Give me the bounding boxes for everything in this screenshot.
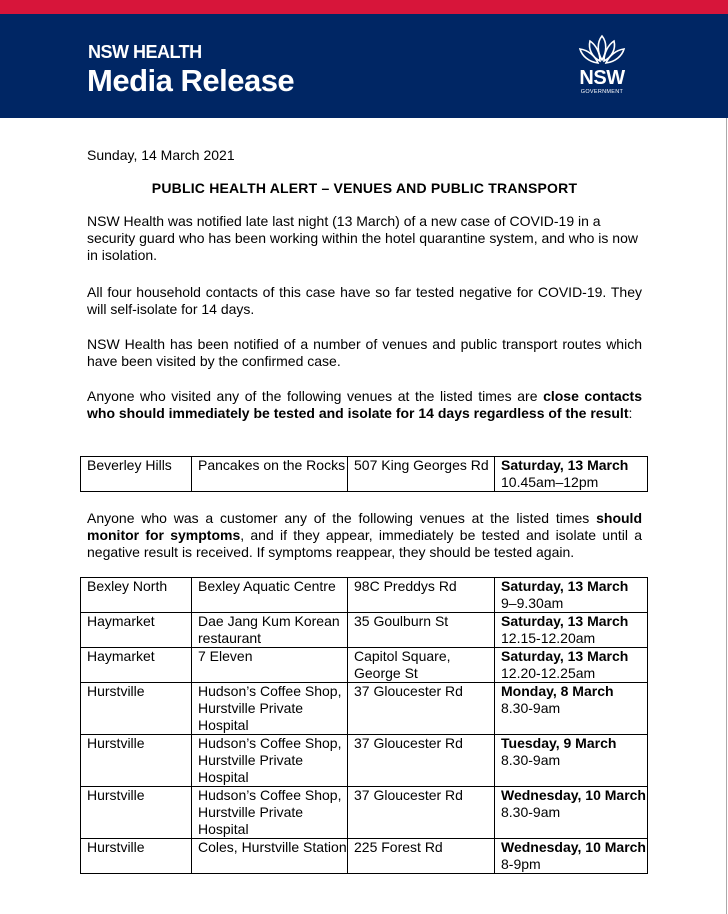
paragraph-3: NSW Health has been notified of a number of venues and public transport routes which have been visited by the confirmed case. — [87, 336, 642, 369]
time-text: 8.30-9am — [501, 804, 561, 820]
release-title: PUBLIC HEALTH ALERT – VENUES AND PUBLIC TRANSPORT — [151, 180, 578, 196]
venue-cell: Bexley Aquatic Centre — [192, 578, 348, 613]
release-type: Media Release — [87, 63, 295, 98]
address-cell: 98C Preddys Rd — [348, 578, 495, 613]
venue-cell: Hudson’s Coffee Shop, Hurstville Private Hospital — [192, 735, 348, 787]
suburb-cell: Hurstville — [81, 683, 192, 735]
venue-cell: Hudson’s Coffee Shop, Hurstville Private Hospital — [192, 683, 348, 735]
suburb-cell: Beverley Hills — [81, 457, 192, 492]
day-text: Wednesday, 10 March — [501, 839, 646, 855]
logo-subtext: GOVERNMENT — [580, 89, 624, 95]
time-text: 8.30-9am — [501, 752, 561, 768]
datetime-cell — [495, 457, 648, 492]
day-text: Saturday, 13 March — [501, 648, 629, 664]
day-text: Saturday, 13 March — [501, 613, 629, 629]
address-cell: 37 Gloucester Rd — [348, 683, 495, 735]
table-row — [81, 457, 648, 492]
suburb-cell: Hurstville — [81, 787, 192, 839]
address-cell: 37 Gloucester Rd — [348, 787, 495, 839]
address-cell: 225 Forest Rd — [348, 839, 495, 874]
datetime-cell — [495, 787, 648, 839]
venue-cell: Hudson’s Coffee Shop, Hurstville Private Hospital — [192, 787, 348, 839]
address-cell: 35 Goulburn St — [348, 613, 495, 648]
datetime-cell — [495, 735, 648, 787]
venue-cell: Pancakes on the Rocks — [192, 457, 348, 492]
paragraph-2: All four household contacts of this case have so far tested negative for COVID-19. They will self-isolate for 14 days. — [87, 284, 642, 317]
venue-cell: 7 Eleven — [192, 648, 348, 683]
table-row — [81, 648, 648, 683]
address-cell: 507 King Georges Rd — [348, 457, 495, 492]
day-text: Monday, 8 March — [501, 683, 614, 699]
table-row — [81, 683, 648, 735]
datetime-cell — [495, 683, 648, 735]
day-text: Tuesday, 9 March — [501, 735, 617, 751]
time-text: 9–9.30am — [501, 595, 564, 611]
close-contacts-table — [80, 456, 648, 492]
table-row — [81, 787, 648, 839]
monitor-venues-table — [80, 577, 648, 874]
paragraph-4: Anyone who visited any of the following venues at the listed times are close contacts who should immediately be tested and isolate for 14 days regardless of the result: — [87, 388, 643, 421]
address-cell: 37 Gloucester Rd — [348, 735, 495, 787]
datetime-cell — [495, 613, 648, 648]
time-text: 8-9pm — [501, 856, 541, 872]
venue-cell: Coles, Hurstville Station — [192, 839, 348, 874]
release-date: Sunday, 14 March 2021 — [87, 147, 235, 163]
org-name: NSW HEALTH — [88, 42, 202, 62]
paragraph-1: NSW Health was notified late last night (13 March) of a new case of COVID-19 in a security guard who has been working within the hotel quarantine system, and who is now in isolation. — [87, 213, 638, 263]
table-row — [81, 613, 648, 648]
time-text: 10.45am–12pm — [501, 474, 599, 490]
time-text: 8.30-9am — [501, 700, 561, 716]
page-edge — [726, 118, 727, 914]
paragraph-5: Anyone who was a customer any of the following venues at the listed times should monitor for symptoms, and if they appear, immediately be tested and isolate until a negative result is received. If symptoms reappear, they should be tested again. — [87, 510, 642, 560]
suburb-cell: Haymarket — [81, 648, 192, 683]
venue-cell: Dae Jang Kum Korean restaurant — [192, 613, 348, 648]
table-row — [81, 839, 648, 874]
top-accent-bar — [0, 0, 728, 14]
day-text: Saturday, 13 March — [501, 457, 629, 473]
table-row — [81, 578, 648, 613]
suburb-cell: Hurstville — [81, 735, 192, 787]
day-text: Wednesday, 10 March — [501, 787, 646, 803]
suburb-cell: Haymarket — [81, 613, 192, 648]
logo-wordmark: NSW — [579, 67, 625, 89]
time-text: 12.20-12.25am — [501, 665, 596, 681]
datetime-cell — [495, 839, 648, 874]
day-text: Saturday, 13 March — [501, 578, 629, 594]
suburb-cell: Hurstville — [81, 839, 192, 874]
datetime-cell — [495, 578, 648, 613]
suburb-cell: Bexley North — [81, 578, 192, 613]
table-row — [81, 735, 648, 787]
time-text: 12.15-12.20am — [501, 630, 596, 646]
datetime-cell — [495, 648, 648, 683]
address-cell: Capitol Square, George St — [348, 648, 495, 683]
